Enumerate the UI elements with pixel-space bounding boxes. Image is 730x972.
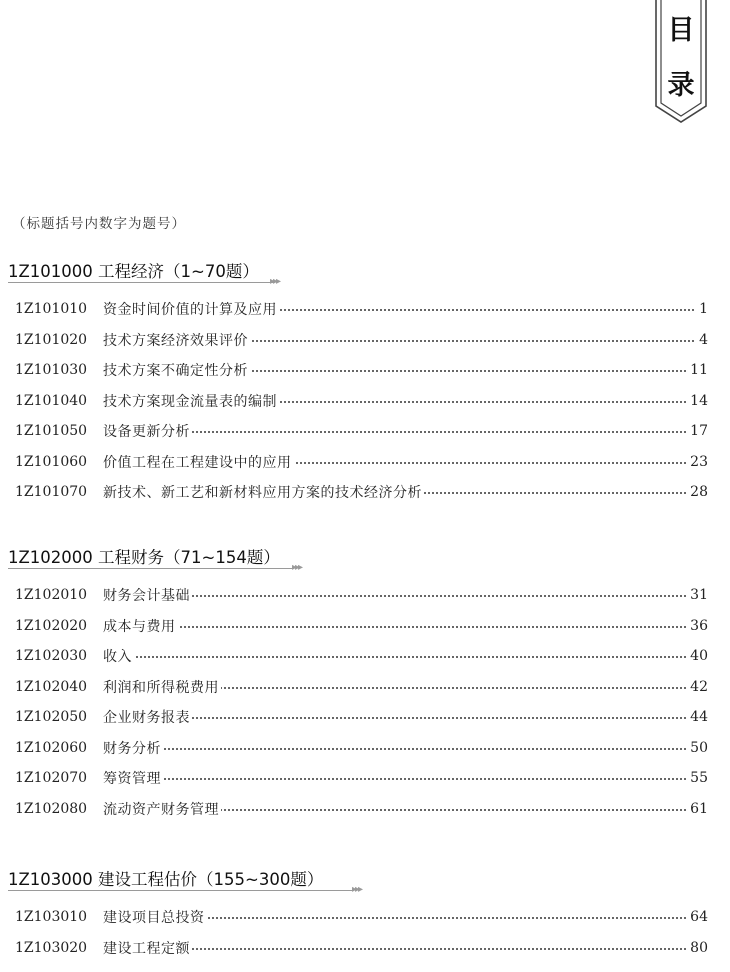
entry-code: 1Z103010 [15,909,88,926]
entry-page-number: 40 [686,648,708,664]
toc-entry[interactable] [0,325,730,356]
entry-title: 财务分析 [103,738,163,758]
toc-entry[interactable] [0,355,730,386]
entry-title: 收入 [103,646,134,666]
entry-page-number: 23 [686,454,708,470]
entry-page-number: 17 [686,423,708,439]
toc-entry[interactable] [0,794,730,825]
toc-entry[interactable] [0,477,730,508]
toc-entry[interactable] [0,580,730,611]
toc-entry[interactable] [0,933,730,964]
entry-code: 1Z102010 [15,587,88,604]
badge-char-mu: 目 [667,15,695,46]
toc-entry[interactable] [0,902,730,933]
entry-title: 资金时间价值的计算及应用 [103,299,279,319]
section-underline [8,568,294,569]
entry-code: 1Z102070 [15,770,88,787]
entry-page-number: 42 [686,679,708,695]
entry-page-number: 36 [686,618,708,634]
toc-entry[interactable] [0,641,730,672]
section-arrow-icon: ▸▸▸ [292,562,302,573]
toc-entry[interactable] [0,733,730,764]
section-arrow-icon: ▸▸▸ [270,276,280,287]
section-heading [0,538,730,572]
entry-code: 1Z102040 [15,678,88,695]
entry-page-number: 1 [695,301,708,317]
leader-dots [103,595,706,597]
toc-note: （标题括号内数字为题号） [12,216,186,232]
section-heading [0,860,730,894]
entry-code: 1Z101020 [15,331,88,348]
toc-entry[interactable] [0,611,730,642]
section-arrow-icon: ▸▸▸ [352,884,362,895]
entry-page-number: 80 [686,940,708,956]
leader-dots [103,431,706,433]
toc-entry[interactable] [0,416,730,447]
leader-dots [103,717,706,719]
section-entries [0,294,730,508]
leader-dots [103,778,706,780]
toc-entry[interactable] [0,294,730,325]
entry-title: 财务会计基础 [103,585,192,605]
badge-char-lu: 录 [667,70,695,101]
section-title: 1Z101000 工程经济（1~70题） [8,262,259,281]
entry-code: 1Z101010 [15,301,88,318]
leader-dots [103,748,706,750]
section-title: 1Z103000 建设工程估价（155~300题） [8,870,324,889]
section-entries [0,580,730,824]
entry-code: 1Z101060 [15,453,88,470]
entry-title: 建设项目总投资 [103,907,207,927]
entry-code: 1Z102030 [15,648,88,665]
entry-title: 流动资产财务管理 [103,799,221,819]
entry-code: 1Z102060 [15,739,88,756]
entry-code: 1Z101050 [15,423,88,440]
entry-code: 1Z101040 [15,392,88,409]
toc-section [0,252,730,508]
entry-code: 1Z103020 [15,939,88,956]
toc-entry[interactable] [0,702,730,733]
toc-entry[interactable] [0,447,730,478]
entry-page-number: 64 [686,909,708,925]
toc-entry[interactable] [0,672,730,703]
section-heading [0,252,730,286]
entry-title: 利润和所得税费用 [103,677,221,697]
section-title: 1Z102000 工程财务（71~154题） [8,548,280,567]
toc-section [0,538,730,824]
section-underline [8,890,354,891]
entry-title: 成本与费用 [103,616,178,636]
entry-page-number: 55 [686,770,708,786]
entry-code: 1Z102020 [15,617,88,634]
entry-title: 设备更新分析 [103,421,192,441]
entry-code: 1Z101070 [15,484,88,501]
entry-page-number: 44 [686,709,708,725]
entry-page-number: 50 [686,740,708,756]
entry-title: 企业财务报表 [103,707,192,727]
entry-title: 建设工程定额 [103,938,192,958]
entry-title: 新技术、新工艺和新材料应用方案的技术经济分析 [103,482,424,502]
toc-entry[interactable] [0,763,730,794]
entry-page-number: 28 [686,484,708,500]
entry-code: 1Z102080 [15,800,88,817]
entry-title: 技术方案经济效果评价 [103,330,250,350]
entry-page-number: 11 [686,362,708,378]
entry-page-number: 4 [695,332,708,348]
entry-code: 1Z102050 [15,709,88,726]
entry-title: 筹资管理 [103,768,163,788]
leader-dots [103,656,706,658]
entry-title: 价值工程在工程建设中的应用 [103,452,294,472]
entry-title: 技术方案现金流量表的编制 [103,391,279,411]
section-underline [8,282,274,283]
toc-badge [652,0,710,124]
leader-dots [103,948,706,950]
entry-title: 技术方案不确定性分析 [103,360,250,380]
entry-page-number: 61 [686,801,708,817]
entry-code: 1Z101030 [15,362,88,379]
toc-section [0,860,730,963]
leader-dots [103,626,706,628]
section-entries [0,902,730,963]
toc-entry[interactable] [0,386,730,417]
entry-page-number: 14 [686,393,708,409]
entry-page-number: 31 [686,587,708,603]
